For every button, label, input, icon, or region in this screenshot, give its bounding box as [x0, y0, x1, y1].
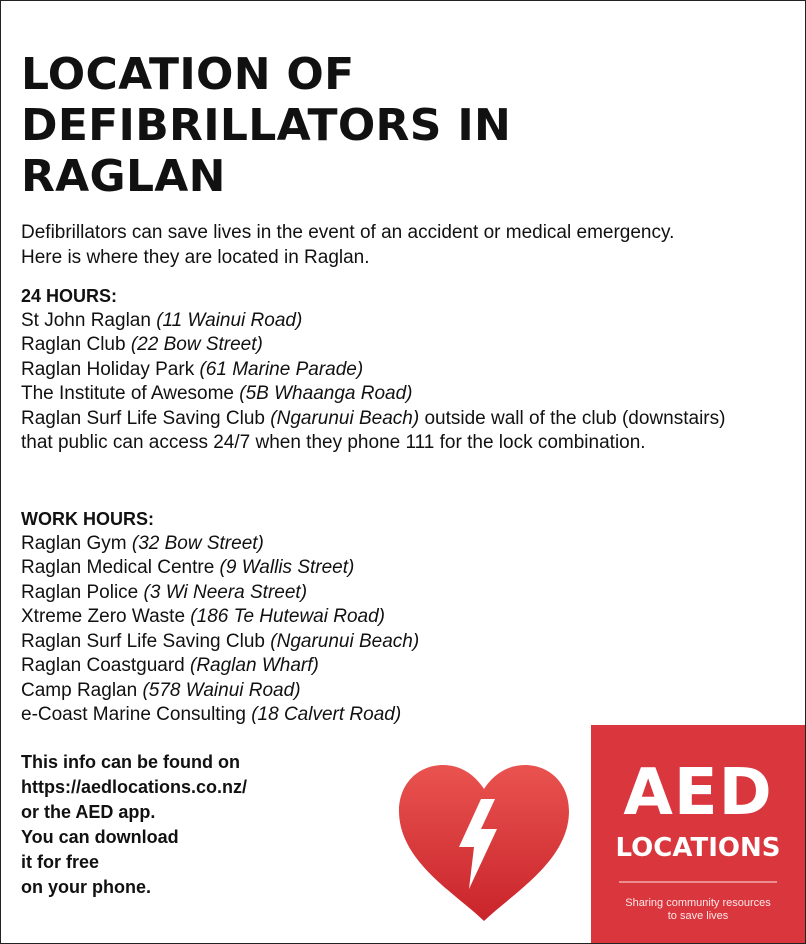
location-entry: [21, 532, 761, 557]
location-entry: [21, 605, 761, 630]
location-entry: [21, 407, 761, 456]
page-title: LOCATION OF DEFIBRILLATORS IN RAGLAN: [21, 49, 512, 202]
intro-line: Here is where they are located in Raglan.: [21, 246, 370, 268]
location-address: (186 Te Hutewai Road): [190, 606, 385, 627]
location-entry: [21, 358, 761, 383]
location-address: (Raglan Wharf): [190, 655, 319, 676]
location-name: Xtreme Zero Waste: [21, 606, 191, 627]
location-entry: [21, 556, 761, 581]
location-address: (9 Wallis Street): [219, 557, 355, 578]
location-address: (578 Wainui Road): [142, 679, 301, 701]
footer-line: This info can be found on: [21, 752, 240, 772]
location-address: (3 Wi Neera Street): [143, 581, 308, 603]
location-address: (18 Calvert Road): [251, 704, 402, 725]
footer-line: it for free: [21, 852, 100, 872]
location-name: Raglan Gym: [21, 532, 132, 554]
heart-lightning-icon: [395, 763, 573, 923]
location-name: Raglan Surf Life Saving Club: [21, 407, 271, 429]
location-name: Raglan Police: [21, 581, 144, 603]
location-address: (Ngarunui Beach): [270, 630, 420, 652]
aed-locations-logo: [591, 725, 805, 943]
location-entry: [21, 333, 761, 358]
location-address: (Ngarunui Beach): [270, 407, 420, 429]
footer-line: You can download: [21, 827, 179, 847]
section-24-hours: [21, 284, 761, 456]
footer-line: on your phone.: [21, 877, 151, 897]
location-name: Raglan Surf Life Saving Club: [21, 630, 271, 652]
section-heading: WORK HOURS:: [21, 509, 154, 529]
location-entry: [21, 703, 761, 728]
footer-info: [21, 750, 341, 900]
location-name: Raglan Coastguard: [21, 655, 190, 676]
location-list: [21, 309, 761, 456]
location-note: outside wall of the club (downstairs) that public can access 24/7 when they phone 111 for the lock combination.: [21, 407, 726, 453]
location-address: (32 Bow Street): [131, 532, 264, 554]
location-entry: [21, 309, 761, 334]
location-name: e-Coast Marine Consulting: [21, 704, 252, 725]
location-entry: [21, 382, 761, 407]
location-entry: [21, 630, 761, 655]
section-work-hours: [21, 507, 761, 728]
logo-title: AED: [623, 756, 773, 830]
location-entry: [21, 654, 761, 679]
footer-line: https://aedlocations.co.nz/: [21, 777, 248, 797]
tagline-line: to save lives: [667, 910, 729, 922]
tagline-line: Sharing community resources: [625, 897, 771, 909]
location-name: Raglan Club: [21, 334, 131, 355]
location-name: Camp Raglan: [21, 679, 143, 701]
intro-line: Defibrillators can save lives in the event of an accident or medical emergency.: [21, 222, 675, 243]
intro-text: [21, 221, 791, 270]
location-address: (5B Whaanga Road): [239, 383, 413, 404]
footer-line: or the AED app.: [21, 802, 156, 822]
location-address: (61 Marine Parade): [199, 358, 364, 380]
logo-divider: [619, 881, 777, 883]
location-entry: [21, 679, 761, 704]
location-address: (11 Wainui Road): [156, 309, 303, 331]
location-name: Raglan Holiday Park: [21, 358, 200, 380]
location-list: [21, 532, 761, 728]
location-address: (22 Bow Street): [130, 334, 263, 355]
location-name: The Institute of Awesome: [21, 383, 240, 404]
logo-subtitle: LOCATIONS: [615, 833, 781, 863]
section-heading: 24 HOURS:: [21, 286, 118, 306]
location-name: Raglan Medical Centre: [21, 557, 220, 578]
location-name: St John Raglan: [21, 309, 157, 331]
location-entry: [21, 581, 761, 606]
logo-tagline: [611, 897, 785, 923]
